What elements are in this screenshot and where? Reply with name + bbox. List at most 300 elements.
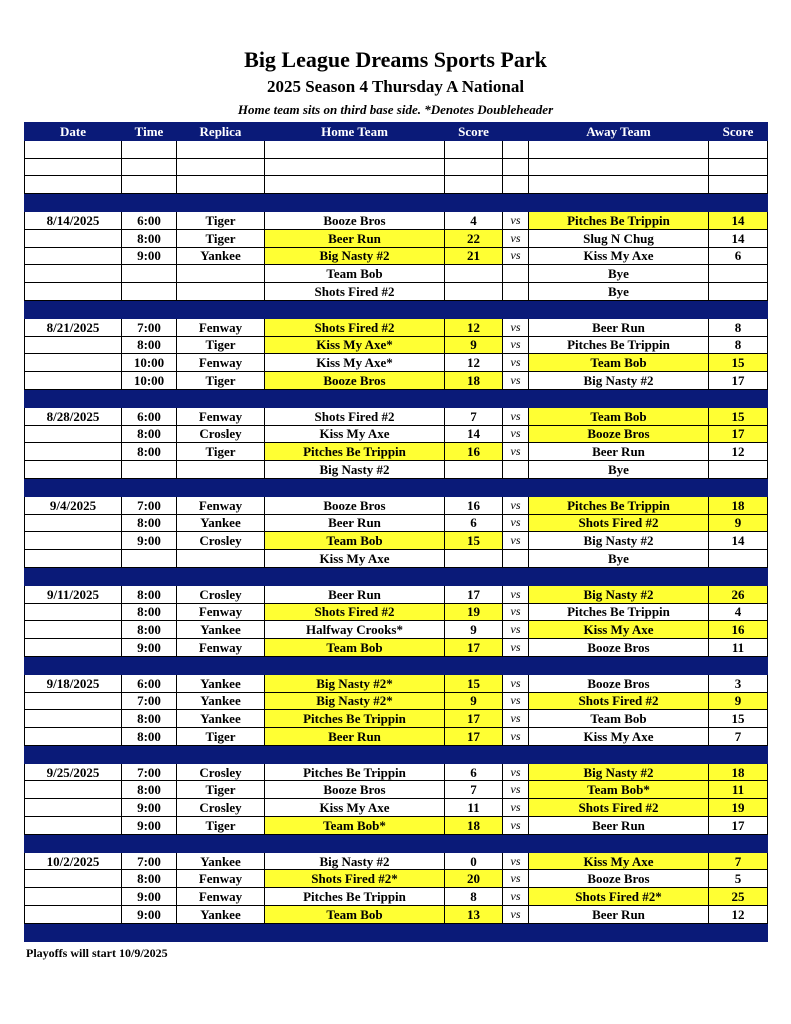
separator-cell <box>177 745 265 763</box>
home-team-cell: Kiss My Axe <box>265 425 445 443</box>
separator-cell <box>265 923 445 941</box>
date-cell <box>25 692 122 710</box>
date-cell <box>25 888 122 906</box>
date-cell <box>25 265 122 283</box>
game-row <box>25 621 768 639</box>
separator-cell <box>25 194 122 212</box>
home-team-cell: Shots Fired #2 <box>265 283 445 301</box>
game-row <box>25 461 768 479</box>
time-cell: 9:00 <box>122 888 177 906</box>
vs-cell: vs <box>503 888 529 906</box>
vs-cell: vs <box>503 781 529 799</box>
home-team-cell: Big Nasty #2 <box>265 852 445 870</box>
date-cell <box>25 443 122 461</box>
vs-cell: vs <box>503 425 529 443</box>
blank-cell <box>122 140 177 158</box>
home-score-cell: 6 <box>445 514 503 532</box>
date-cell: 9/11/2025 <box>25 585 122 603</box>
separator-cell <box>529 834 709 852</box>
home-score-cell: 18 <box>445 817 503 835</box>
separator-cell <box>529 656 709 674</box>
time-cell <box>122 550 177 568</box>
game-row <box>25 229 768 247</box>
separator-cell <box>25 656 122 674</box>
col-header-time: Time <box>122 123 177 141</box>
home-score-cell: 18 <box>445 372 503 390</box>
separator-cell <box>503 834 529 852</box>
away-score-cell: 17 <box>709 817 768 835</box>
separator-cell <box>25 745 122 763</box>
separator-cell <box>445 389 503 407</box>
separator-cell <box>445 923 503 941</box>
home-team-cell: Team Bob <box>265 532 445 550</box>
separator-cell <box>25 300 122 318</box>
separator-cell <box>177 478 265 496</box>
replica-cell: Crosley <box>177 585 265 603</box>
time-cell: 7:00 <box>122 852 177 870</box>
page-subtitle: 2025 Season 4 Thursday A National <box>266 77 525 96</box>
blank-cell <box>445 140 503 158</box>
vs-cell: vs <box>503 211 529 229</box>
table-header-row <box>25 123 768 141</box>
away-score-cell: 7 <box>709 852 768 870</box>
away-score-cell: 15 <box>709 710 768 728</box>
separator-cell <box>177 389 265 407</box>
game-row <box>25 639 768 657</box>
vs-cell: vs <box>503 407 529 425</box>
away-score-cell: 16 <box>709 621 768 639</box>
blank-cell <box>177 158 265 176</box>
home-score-cell: 13 <box>445 906 503 924</box>
away-team-cell: Slug N Chug <box>529 229 709 247</box>
separator-cell <box>265 834 445 852</box>
away-team-cell: Pitches Be Trippin <box>529 603 709 621</box>
replica-cell: Tiger <box>177 443 265 461</box>
date-cell <box>25 781 122 799</box>
separator-cell <box>122 923 177 941</box>
home-score-cell: 0 <box>445 852 503 870</box>
separator-cell <box>503 389 529 407</box>
home-score-cell: 15 <box>445 532 503 550</box>
vs-cell <box>503 265 529 283</box>
home-score-cell: 17 <box>445 710 503 728</box>
date-cell <box>25 514 122 532</box>
replica-cell: Fenway <box>177 870 265 888</box>
separator-cell <box>709 923 768 941</box>
time-cell: 9:00 <box>122 817 177 835</box>
away-team-cell: Shots Fired #2 <box>529 799 709 817</box>
away-team-cell: Kiss My Axe <box>529 621 709 639</box>
home-score-cell: 17 <box>445 639 503 657</box>
away-team-cell: Pitches Be Trippin <box>529 496 709 514</box>
vs-cell: vs <box>503 817 529 835</box>
page-title: Big League Dreams Sports Park <box>244 47 547 72</box>
time-cell <box>122 265 177 283</box>
away-team-cell: Beer Run <box>529 817 709 835</box>
date-cell <box>25 639 122 657</box>
vs-cell <box>503 283 529 301</box>
game-row <box>25 799 768 817</box>
week-separator-row <box>25 567 768 585</box>
time-cell: 8:00 <box>122 443 177 461</box>
away-team-cell: Big Nasty #2 <box>529 372 709 390</box>
vs-cell: vs <box>503 763 529 781</box>
week-separator-row <box>25 656 768 674</box>
separator-cell <box>503 567 529 585</box>
game-row <box>25 407 768 425</box>
replica-cell: Yankee <box>177 674 265 692</box>
time-cell: 8:00 <box>122 229 177 247</box>
separator-cell <box>445 300 503 318</box>
col-header-home-team: Home Team <box>265 123 445 141</box>
vs-cell: vs <box>503 870 529 888</box>
separator-cell <box>265 389 445 407</box>
vs-cell: vs <box>503 318 529 336</box>
separator-cell <box>503 745 529 763</box>
vs-cell: vs <box>503 692 529 710</box>
vs-cell: vs <box>503 443 529 461</box>
date-cell <box>25 728 122 746</box>
vs-cell: vs <box>503 674 529 692</box>
home-score-cell: 12 <box>445 354 503 372</box>
separator-cell <box>445 656 503 674</box>
time-cell: 6:00 <box>122 211 177 229</box>
schedule-table <box>24 122 768 942</box>
replica-cell: Yankee <box>177 247 265 265</box>
replica-cell <box>177 550 265 568</box>
footer-note: Playoffs will start 10/9/2025 <box>26 946 168 960</box>
date-cell <box>25 354 122 372</box>
away-team-cell: Big Nasty #2 <box>529 585 709 603</box>
away-score-cell: 9 <box>709 692 768 710</box>
game-row <box>25 532 768 550</box>
separator-cell <box>503 923 529 941</box>
separator-cell <box>529 194 709 212</box>
replica-cell: Fenway <box>177 407 265 425</box>
away-score-cell: 8 <box>709 336 768 354</box>
vs-cell: vs <box>503 514 529 532</box>
home-score-cell: 15 <box>445 674 503 692</box>
date-cell <box>25 461 122 479</box>
away-score-cell <box>709 283 768 301</box>
away-score-cell: 15 <box>709 407 768 425</box>
date-cell <box>25 817 122 835</box>
separator-cell <box>265 567 445 585</box>
time-cell: 7:00 <box>122 318 177 336</box>
home-team-cell: Kiss My Axe* <box>265 354 445 372</box>
away-team-cell: Pitches Be Trippin <box>529 211 709 229</box>
home-team-cell: Pitches Be Trippin <box>265 888 445 906</box>
replica-cell: Crosley <box>177 425 265 443</box>
away-score-cell: 4 <box>709 603 768 621</box>
away-team-cell: Booze Bros <box>529 674 709 692</box>
time-cell: 9:00 <box>122 639 177 657</box>
separator-cell <box>177 923 265 941</box>
away-team-cell: Booze Bros <box>529 639 709 657</box>
game-row <box>25 550 768 568</box>
away-team-cell: Team Bob* <box>529 781 709 799</box>
blank-cell <box>529 140 709 158</box>
separator-cell <box>445 478 503 496</box>
time-cell: 8:00 <box>122 514 177 532</box>
blank-row <box>25 140 768 158</box>
game-row <box>25 496 768 514</box>
separator-cell <box>122 567 177 585</box>
away-score-cell <box>709 550 768 568</box>
away-team-cell: Big Nasty #2 <box>529 532 709 550</box>
game-row <box>25 514 768 532</box>
vs-cell: vs <box>503 336 529 354</box>
away-score-cell: 15 <box>709 354 768 372</box>
date-cell <box>25 799 122 817</box>
home-score-cell: 9 <box>445 336 503 354</box>
time-cell: 8:00 <box>122 585 177 603</box>
home-score-cell: 7 <box>445 781 503 799</box>
date-cell <box>25 425 122 443</box>
away-score-cell: 17 <box>709 425 768 443</box>
blank-cell <box>529 158 709 176</box>
blank-cell <box>709 158 768 176</box>
time-cell: 8:00 <box>122 710 177 728</box>
vs-cell: vs <box>503 710 529 728</box>
col-header-date: Date <box>25 123 122 141</box>
away-score-cell: 12 <box>709 443 768 461</box>
game-row <box>25 283 768 301</box>
home-score-cell <box>445 461 503 479</box>
blank-row <box>25 176 768 194</box>
game-row <box>25 211 768 229</box>
separator-cell <box>709 300 768 318</box>
away-team-cell: Bye <box>529 283 709 301</box>
home-score-cell: 7 <box>445 407 503 425</box>
home-team-cell: Beer Run <box>265 514 445 532</box>
game-row <box>25 372 768 390</box>
vs-cell: vs <box>503 354 529 372</box>
blank-cell <box>503 158 529 176</box>
separator-cell <box>503 194 529 212</box>
date-cell <box>25 603 122 621</box>
separator-cell <box>122 389 177 407</box>
game-row <box>25 443 768 461</box>
home-score-cell: 21 <box>445 247 503 265</box>
separator-cell <box>177 834 265 852</box>
away-score-cell: 17 <box>709 372 768 390</box>
blank-cell <box>122 176 177 194</box>
replica-cell: Fenway <box>177 603 265 621</box>
away-score-cell: 19 <box>709 799 768 817</box>
replica-cell: Yankee <box>177 621 265 639</box>
away-team-cell: Kiss My Axe <box>529 728 709 746</box>
home-score-cell: 17 <box>445 728 503 746</box>
blank-cell <box>709 140 768 158</box>
vs-cell: vs <box>503 728 529 746</box>
date-cell: 8/28/2025 <box>25 407 122 425</box>
away-score-cell: 14 <box>709 211 768 229</box>
home-score-cell: 19 <box>445 603 503 621</box>
week-separator-row <box>25 478 768 496</box>
separator-cell <box>709 389 768 407</box>
home-score-cell: 8 <box>445 888 503 906</box>
home-team-cell: Beer Run <box>265 728 445 746</box>
separator-cell <box>122 834 177 852</box>
separator-cell <box>122 745 177 763</box>
date-cell <box>25 372 122 390</box>
date-cell <box>25 336 122 354</box>
date-cell <box>25 621 122 639</box>
vs-cell <box>503 550 529 568</box>
schedule-note: Home team sits on third base side. *Denotes Doubleheader <box>237 102 554 117</box>
separator-cell <box>503 478 529 496</box>
replica-cell: Fenway <box>177 354 265 372</box>
home-team-cell: Shots Fired #2* <box>265 870 445 888</box>
time-cell: 10:00 <box>122 354 177 372</box>
vs-cell: vs <box>503 585 529 603</box>
time-cell: 9:00 <box>122 906 177 924</box>
time-cell: 8:00 <box>122 621 177 639</box>
date-cell <box>25 229 122 247</box>
col-header-away-score: Score <box>709 123 768 141</box>
blank-cell <box>25 140 122 158</box>
game-row <box>25 852 768 870</box>
schedule-body <box>25 140 768 941</box>
game-row <box>25 692 768 710</box>
vs-cell: vs <box>503 906 529 924</box>
separator-cell <box>25 478 122 496</box>
blank-cell <box>445 176 503 194</box>
game-row <box>25 247 768 265</box>
replica-cell: Tiger <box>177 372 265 390</box>
home-score-cell: 17 <box>445 585 503 603</box>
home-score-cell <box>445 265 503 283</box>
vs-cell: vs <box>503 621 529 639</box>
away-team-cell: Shots Fired #2* <box>529 888 709 906</box>
away-score-cell: 6 <box>709 247 768 265</box>
time-cell: 7:00 <box>122 692 177 710</box>
replica-cell <box>177 265 265 283</box>
home-team-cell: Team Bob <box>265 265 445 283</box>
vs-cell: vs <box>503 639 529 657</box>
vs-cell: vs <box>503 496 529 514</box>
replica-cell <box>177 283 265 301</box>
separator-cell <box>265 194 445 212</box>
away-team-cell: Beer Run <box>529 443 709 461</box>
week-separator-row <box>25 834 768 852</box>
away-score-cell: 14 <box>709 229 768 247</box>
separator-cell <box>122 478 177 496</box>
away-score-cell: 8 <box>709 318 768 336</box>
home-score-cell <box>445 550 503 568</box>
home-score-cell: 11 <box>445 799 503 817</box>
separator-cell <box>265 478 445 496</box>
away-score-cell: 3 <box>709 674 768 692</box>
separator-cell <box>25 834 122 852</box>
separator-cell <box>25 389 122 407</box>
replica-cell: Yankee <box>177 710 265 728</box>
replica-cell: Tiger <box>177 229 265 247</box>
col-header-away-team: Away Team <box>529 123 709 141</box>
game-row <box>25 318 768 336</box>
away-team-cell: Beer Run <box>529 318 709 336</box>
away-score-cell: 14 <box>709 532 768 550</box>
home-team-cell: Big Nasty #2* <box>265 674 445 692</box>
away-team-cell: Pitches Be Trippin <box>529 336 709 354</box>
separator-cell <box>529 389 709 407</box>
away-team-cell: Bye <box>529 461 709 479</box>
home-team-cell: Shots Fired #2 <box>265 318 445 336</box>
away-team-cell: Big Nasty #2 <box>529 763 709 781</box>
replica-cell: Fenway <box>177 318 265 336</box>
separator-cell <box>709 834 768 852</box>
separator-cell <box>529 300 709 318</box>
blank-cell <box>529 176 709 194</box>
separator-cell <box>265 656 445 674</box>
home-team-cell: Beer Run <box>265 585 445 603</box>
game-row <box>25 336 768 354</box>
away-team-cell: Beer Run <box>529 906 709 924</box>
separator-cell <box>265 745 445 763</box>
date-cell <box>25 550 122 568</box>
separator-cell <box>177 300 265 318</box>
vs-cell: vs <box>503 372 529 390</box>
week-separator-row <box>25 389 768 407</box>
replica-cell: Fenway <box>177 888 265 906</box>
away-score-cell: 26 <box>709 585 768 603</box>
home-team-cell: Booze Bros <box>265 781 445 799</box>
blank-row <box>25 158 768 176</box>
week-separator-row <box>25 923 768 941</box>
separator-cell <box>529 745 709 763</box>
game-row <box>25 425 768 443</box>
time-cell <box>122 461 177 479</box>
time-cell: 8:00 <box>122 781 177 799</box>
game-row <box>25 603 768 621</box>
week-separator-row <box>25 300 768 318</box>
date-cell <box>25 906 122 924</box>
time-cell: 6:00 <box>122 407 177 425</box>
date-cell <box>25 532 122 550</box>
time-cell: 8:00 <box>122 336 177 354</box>
away-score-cell: 11 <box>709 781 768 799</box>
separator-cell <box>122 194 177 212</box>
separator-cell <box>529 923 709 941</box>
vs-cell: vs <box>503 603 529 621</box>
blank-cell <box>122 158 177 176</box>
separator-cell <box>445 834 503 852</box>
date-cell: 9/25/2025 <box>25 763 122 781</box>
week-separator-row <box>25 194 768 212</box>
separator-cell <box>265 300 445 318</box>
away-team-cell: Booze Bros <box>529 870 709 888</box>
replica-cell: Yankee <box>177 906 265 924</box>
away-team-cell: Shots Fired #2 <box>529 514 709 532</box>
separator-cell <box>445 745 503 763</box>
replica-cell: Tiger <box>177 817 265 835</box>
col-header-vs <box>503 123 529 141</box>
blank-cell <box>177 140 265 158</box>
game-row <box>25 870 768 888</box>
away-score-cell <box>709 461 768 479</box>
separator-cell <box>445 194 503 212</box>
replica-cell: Fenway <box>177 639 265 657</box>
game-row <box>25 781 768 799</box>
home-score-cell: 9 <box>445 621 503 639</box>
away-team-cell: Team Bob <box>529 710 709 728</box>
replica-cell: Crosley <box>177 799 265 817</box>
home-team-cell: Pitches Be Trippin <box>265 443 445 461</box>
vs-cell: vs <box>503 229 529 247</box>
date-cell <box>25 870 122 888</box>
home-team-cell: Booze Bros <box>265 211 445 229</box>
